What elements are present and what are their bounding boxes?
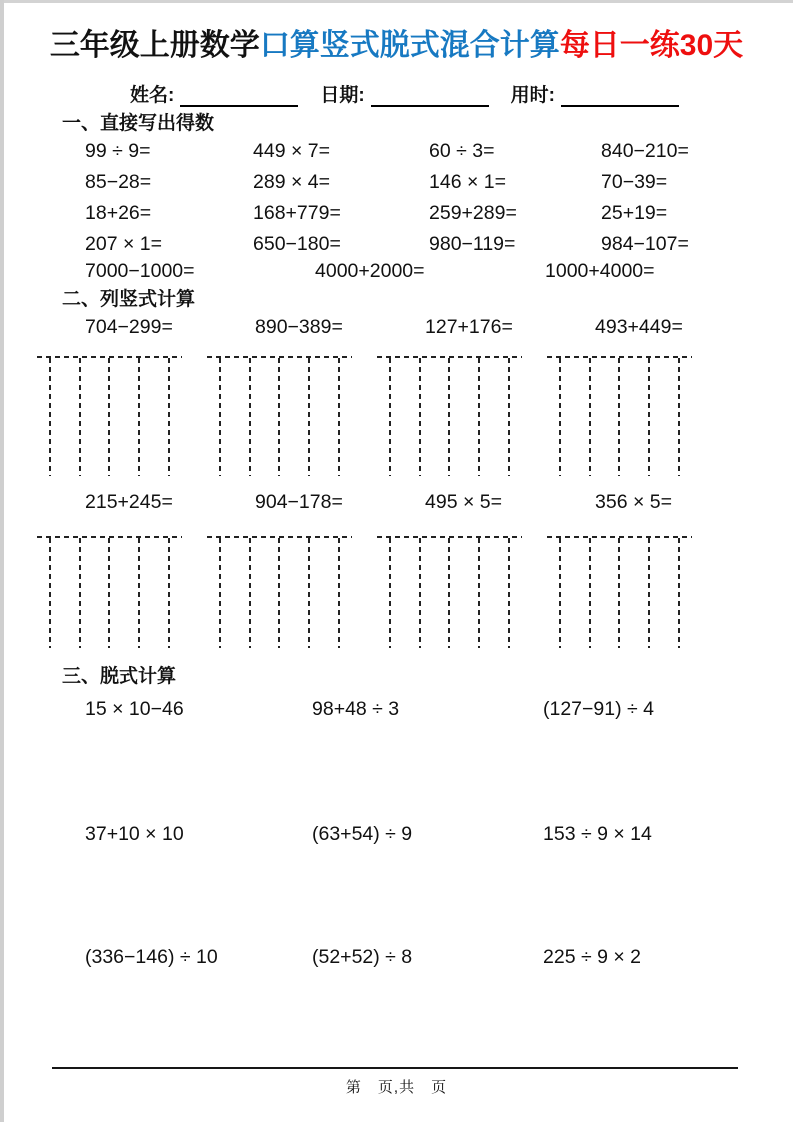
- math-problem: 493+449=: [595, 316, 683, 338]
- oral-problem-row: [0, 232, 793, 256]
- dashed-column-lines: [207, 538, 352, 648]
- column-work-area: [37, 356, 182, 476]
- math-problem: 7000−1000=: [85, 260, 195, 282]
- vertical-problem-row: [0, 490, 793, 514]
- column-work-area: [207, 356, 352, 476]
- vertical-work-row: [37, 356, 692, 476]
- page-number-text: 第 页,共 页: [345, 1079, 448, 1096]
- math-problem: 704−299=: [85, 316, 173, 338]
- math-problem: (336−146) ÷ 10: [85, 946, 218, 968]
- math-problem: 840−210=: [601, 140, 689, 162]
- dashed-column-lines: [377, 358, 522, 476]
- stepwise-problem-row: [0, 945, 793, 969]
- math-problem: 153 ÷ 9 × 14: [543, 823, 652, 845]
- vertical-problem-row: [0, 315, 793, 339]
- name-label: 姓名:: [130, 85, 175, 106]
- math-problem: (127−91) ÷ 4: [543, 698, 654, 720]
- column-work-area: [547, 356, 692, 476]
- oral-problem-row: [0, 201, 793, 225]
- column-work-area: [377, 536, 522, 648]
- math-problem: 356 × 5=: [595, 491, 672, 513]
- worksheet-title: [0, 20, 793, 64]
- math-problem: 495 × 5=: [425, 491, 502, 513]
- dashed-column-lines: [547, 538, 692, 648]
- column-work-area: [37, 536, 182, 648]
- time-label: 用时:: [510, 85, 555, 106]
- math-problem: 37+10 × 10: [85, 823, 184, 845]
- stepwise-problem-row: [0, 822, 793, 846]
- math-problem: 449 × 7=: [253, 140, 330, 162]
- section-vertical-heading: 二、列竖式计算: [62, 289, 196, 310]
- math-problem: 127+176=: [425, 316, 513, 338]
- math-problem: 225 ÷ 9 × 2: [543, 946, 641, 968]
- math-problem: 99 ÷ 9=: [85, 140, 151, 162]
- dashed-column-lines: [37, 538, 182, 648]
- date-label: 日期:: [320, 85, 365, 106]
- math-problem: 980−119=: [429, 233, 516, 255]
- page-top-edge: [0, 0, 793, 3]
- math-problem: 98+48 ÷ 3: [312, 698, 400, 720]
- oral-problem-row: [0, 259, 793, 283]
- math-problem: 259+289=: [429, 202, 517, 224]
- dashed-column-lines: [547, 358, 692, 476]
- math-problem: (52+52) ÷ 8: [312, 946, 413, 968]
- math-problem: 168+779=: [253, 202, 341, 224]
- math-problem: 15 × 10−46: [85, 698, 184, 720]
- column-work-area: [547, 536, 692, 648]
- math-problem: 890−389=: [255, 316, 343, 338]
- name-blank-line: [180, 84, 298, 107]
- time-blank-line: [561, 84, 679, 107]
- title-grade-part: 三年级上册数学: [49, 29, 260, 62]
- column-work-area: [207, 536, 352, 648]
- oral-problem-row: [0, 139, 793, 163]
- math-problem: 650−180=: [253, 233, 341, 255]
- math-problem: 1000+4000=: [545, 260, 655, 282]
- dashed-column-lines: [37, 358, 182, 476]
- stepwise-problem-row: [0, 697, 793, 721]
- date-blank-line: [371, 84, 489, 107]
- student-info-line: [130, 84, 679, 107]
- oral-problem-row: [0, 170, 793, 194]
- vertical-work-row: [37, 536, 692, 648]
- dashed-column-lines: [377, 538, 522, 648]
- math-problem: 984−107=: [601, 233, 689, 255]
- title-practice-part: 每日一练30天: [559, 29, 744, 62]
- math-problem: 18+26=: [85, 202, 152, 224]
- footer-divider: [52, 1067, 738, 1069]
- section-oral-heading: 一、直接写出得数: [62, 113, 215, 134]
- math-problem: 289 × 4=: [253, 171, 330, 193]
- math-problem: 60 ÷ 3=: [429, 140, 495, 162]
- section-stepwise-heading: 三、脱式计算: [62, 666, 177, 687]
- math-problem: 215+245=: [85, 491, 173, 513]
- math-problem: 25+19=: [601, 202, 668, 224]
- title-topic-part: 口算竖式脱式混合计算: [259, 29, 560, 62]
- math-problem: 4000+2000=: [315, 260, 425, 282]
- math-problem: 207 × 1=: [85, 233, 162, 255]
- dashed-column-lines: [207, 358, 352, 476]
- column-work-area: [377, 356, 522, 476]
- math-problem: 70−39=: [601, 171, 668, 193]
- math-problem: 85−28=: [85, 171, 152, 193]
- math-problem: (63+54) ÷ 9: [312, 823, 413, 845]
- math-problem: 904−178=: [255, 491, 343, 513]
- math-problem: 146 × 1=: [429, 171, 506, 193]
